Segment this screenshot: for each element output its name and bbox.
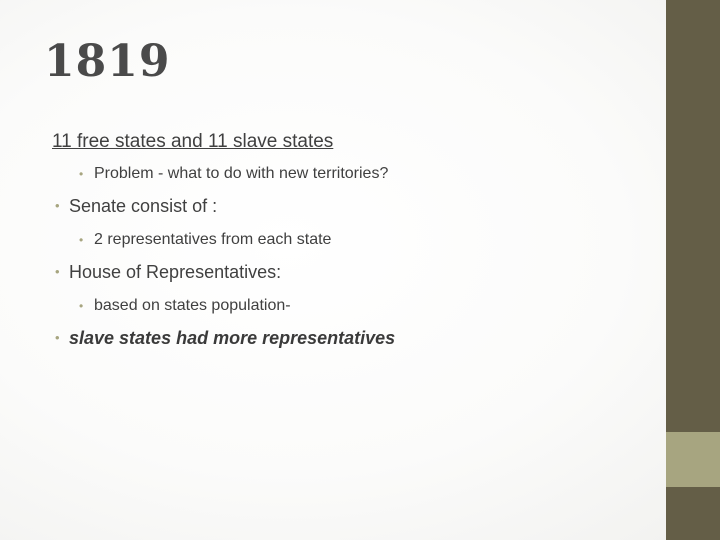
side-band-bottom <box>666 487 720 540</box>
bullet-item <box>52 262 652 283</box>
slide-heading: 11 free states and 11 slave states <box>52 131 334 152</box>
bullet-icon: • <box>79 167 84 181</box>
bullet-item <box>52 328 652 349</box>
bullet-text: based on states population- <box>94 297 291 314</box>
bullet-item <box>52 231 652 249</box>
bullet-icon: • <box>79 299 84 313</box>
side-band-top <box>666 0 720 432</box>
bullet-text: Senate consist of : <box>69 196 218 216</box>
bullet-text: slave states had more representatives <box>69 328 396 348</box>
bullet-text: 2 representatives from each state <box>94 231 332 248</box>
bullet-item <box>52 297 652 315</box>
slide-content <box>52 131 652 363</box>
bullet-icon: • <box>79 233 84 247</box>
side-band-accent <box>666 432 720 487</box>
bullet-item <box>52 196 652 217</box>
bullet-text: Problem - what to do with new territories? <box>94 165 389 182</box>
slide-title: 1819 <box>44 36 171 87</box>
bullet-item <box>52 165 652 183</box>
bullet-icon: • <box>55 264 60 279</box>
bullet-text: House of Representatives: <box>69 262 282 282</box>
bullet-icon: • <box>55 198 60 213</box>
bullet-icon: • <box>55 330 60 345</box>
